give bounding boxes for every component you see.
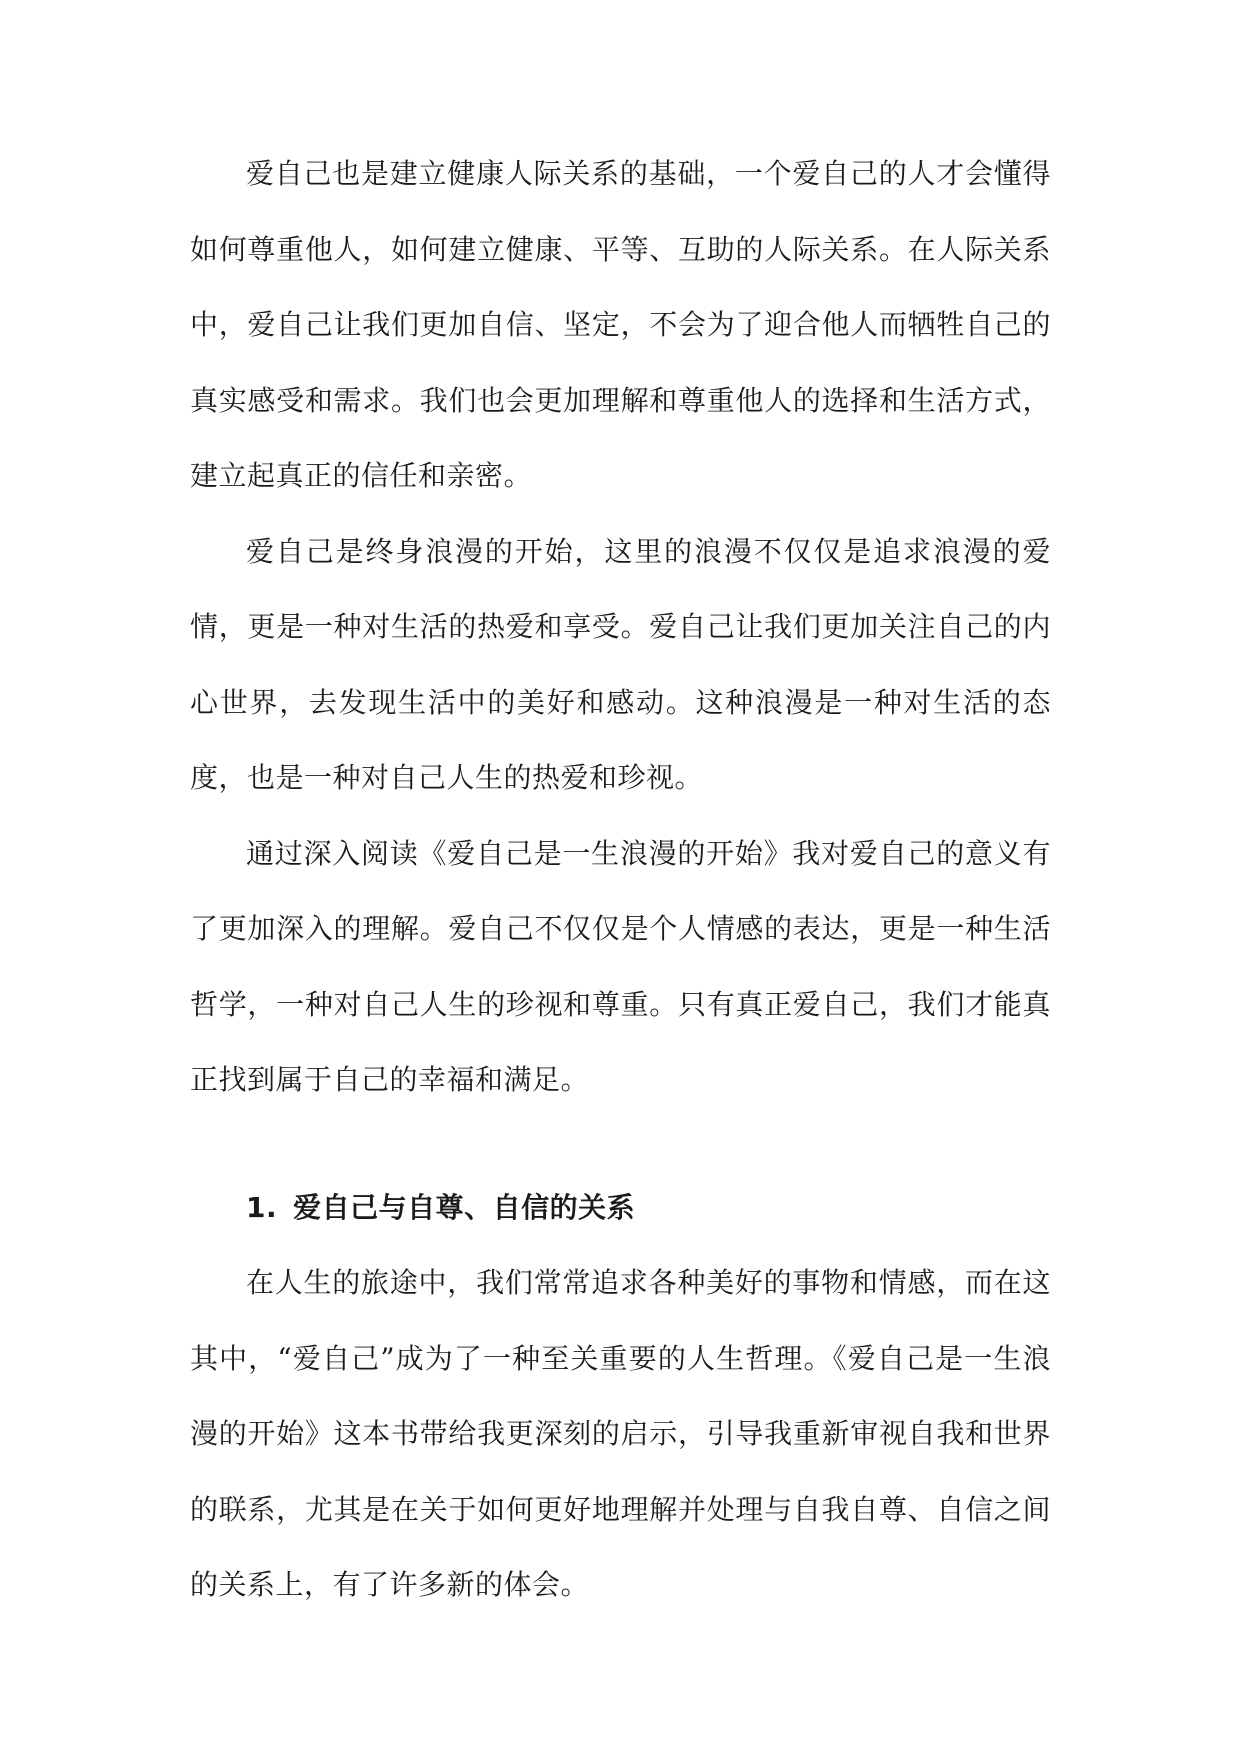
body-paragraph-1: 爱自己也是建立健康人际关系的基础，一个爱自己的人才会懂得如何尊重他人，如何建立健康、平等、互助的人际关系。在人际关系中，爱自己让我们更加自信、坚定，不会为了迎合他人而牺牲自己的真实感受和需求。我们也会更加理解和尊重他人的选择和生活方式，建立起真正的信任和亲密。 [190, 157, 1051, 492]
body-paragraph-4: 在人生的旅途中，我们常常追求各种美好的事物和情感，而在这其中，“爱自己”成为了一种至关重要的人生哲理。《爱自己是一生浪漫的开始》这本书带给我更深刻的启示，引导我重新审视自我和世界的联系，尤其是在关于如何更好地理解并处理与自我自尊、自信之间的关系上，有了许多新的体会。 [190, 1266, 1051, 1601]
section-title: 爱自己与自尊、自信的关系 [293, 1190, 636, 1224]
body-paragraph-2: 爱自己是终身浪漫的开始，这里的浪漫不仅仅是追求浪漫的爱情，更是一种对生活的热爱和享受。爱自己让我们更加关注自己的内心世界，去发现生活中的美好和感动。这种浪漫是一种对生活的态度，也是一种对自己人生的热爱和珍视。 [190, 534, 1051, 794]
section-heading [190, 1170, 1051, 1246]
body-paragraph-3: 通过深入阅读《爱自己是一生浪漫的开始》我对爱自己的意义有了更加深入的理解。爱自己不仅仅是个人情感的表达，更是一种生活哲学，一种对自己人生的珍视和尊重。只有真正爱自己，我们才能真正找到属于自己的幸福和满足。 [190, 836, 1051, 1096]
section-number: 1. [246, 1190, 278, 1224]
